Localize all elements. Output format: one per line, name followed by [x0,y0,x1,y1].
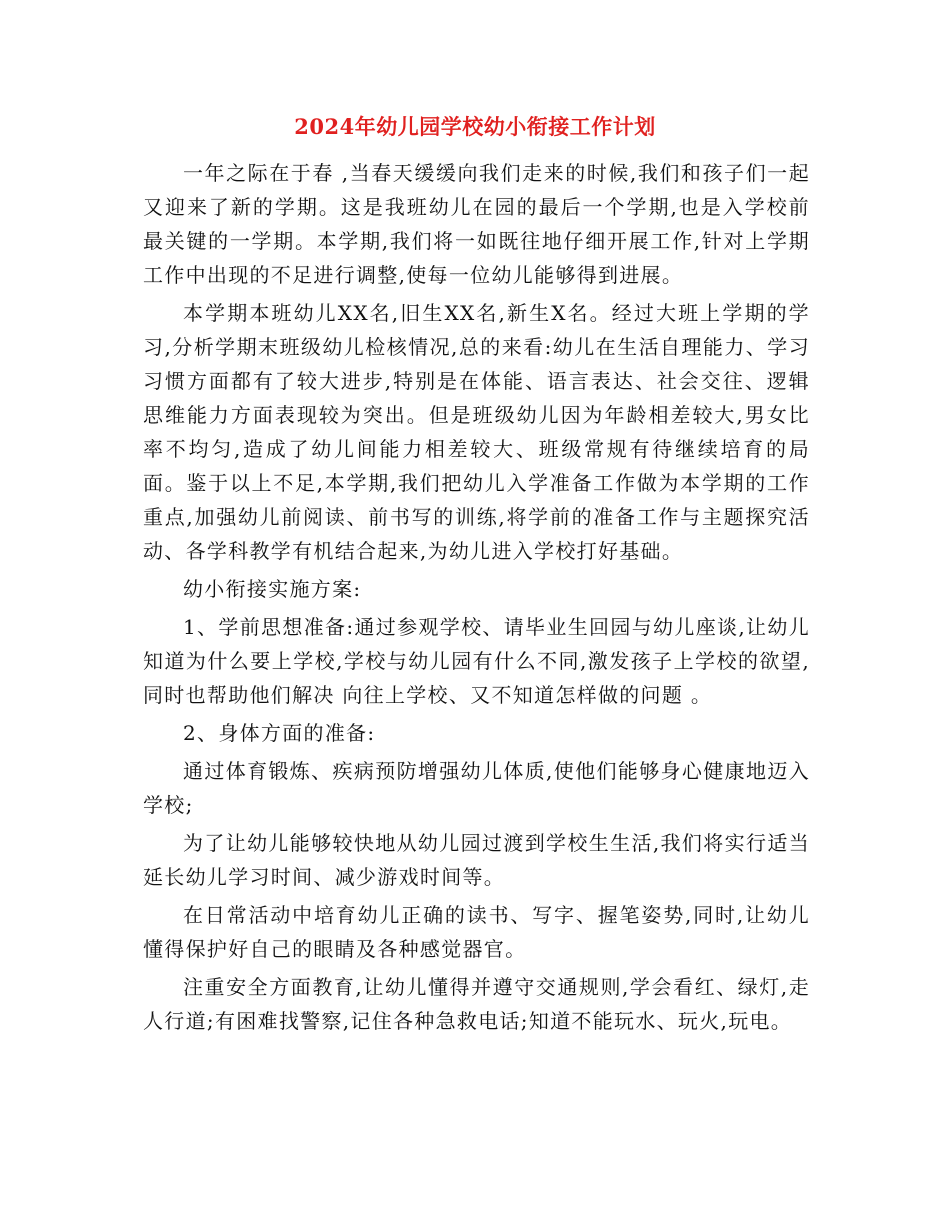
paragraph-class-analysis: 本学期本班幼儿XX名,旧生XX名,新生X名。经过大班上学期的学习,分析学期末班级幼儿检核情况,总的来看:幼儿在生活自理能力、学习习惯方面都有了较大进步,特别是在体能、语言表达、社会交往、逻辑思维能力方面表现较为突出。但是班级幼儿因为年龄相差较大,男女比率不均匀,造成了幼儿间能力相差较大、班级常规有待继续培育的局面。鉴于以上不足,本学期,我们把幼儿入学准备工作做为本学期的工作重点,加强幼儿前阅读、前书写的训练,将学前的准备工作与主题探究活动、各学科教学有机结合起来,为幼儿进入学校打好基础。 [143,301,810,563]
paragraph-physical-exercise: 通过体育锻炼、疾病预防增强幼儿体质,使他们能够身心健康地迈入学校; [143,759,810,817]
document-title: 2024年幼儿园学校幼小衔接工作计划 [294,114,656,139]
paragraph-safety: 注重安全方面教育,让幼儿懂得并遵守交通规则,学会看红、绿灯,走人行道;有困难找警察,记住各种急救电话;知道不能玩水、玩火,玩电。 [143,975,810,1033]
paragraph-plan-heading: 幼小衔接实施方案: [183,577,362,601]
paragraph-item-2: 2、身体方面的准备: [183,721,376,745]
document-body [143,156,810,1042]
paragraph-posture: 在日常活动中培育幼儿正确的读书、写字、握笔姿势,同时,让幼儿懂得保护好自己的眼睛及各种感觉器官。 [143,903,810,961]
paragraph-intro: 一年之际在于春 ,当春天缓缓向我们走来的时候,我们和孩子们一起又迎来了新的学期。这是我班幼儿在园的最后一个学期,也是入学校前最关键的一学期。本学期,我们将一如既往地仔细开展工作,针对上学期工作中出现的不足进行调整,使每一位幼儿能够得到进展。 [143,161,810,287]
paragraph-item-1: 1、学前思想准备:通过参观学校、请毕业生回园与幼儿座谈,让幼儿知道为什么要上学校,学校与幼儿园有什么不同,激发孩子上学校的欲望,同时也帮助他们解决 向往上学校、又不知道怎样做的问题 。 [143,615,810,707]
paragraph-transition: 为了让幼儿能够较快地从幼儿园过渡到学校生生活,我们将实行适当延长幼儿学习时间、减少游戏时间等。 [143,831,810,889]
